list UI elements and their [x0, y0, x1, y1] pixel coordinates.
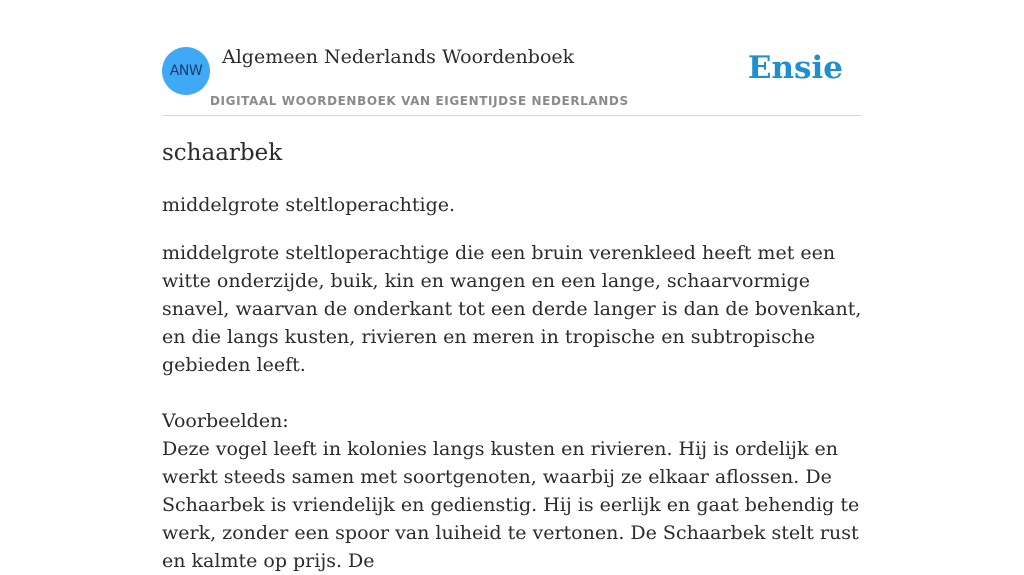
- entry-body: [162, 239, 862, 575]
- entry-title: schaarbek: [162, 140, 283, 166]
- anw-logo[interactable]: [162, 47, 210, 95]
- page-container: [162, 0, 862, 572]
- site-title[interactable]: Algemeen Nederlands Woordenboek: [222, 46, 575, 68]
- site-header: [162, 0, 862, 116]
- full-definition: middelgrote steltloperachtige die een bruin verenkleed heeft met een witte onderzijde, buik, kin en wangen en een lange, schaarvormige snavel, waarvan de onderkant tot een derde langer is dan de bovenkant, en die langs kusten, rivieren en meren in tropische en subtropische gebieden leeft.: [162, 242, 862, 376]
- examples-text: Deze vogel leeft in kolonies langs kusten en rivieren. Hij is ordelijk en werkt steeds samen met soortgenoten, waarbij ze elkaar aflossen. De Schaarbek is vriendelijk en gedienstig. Hij is eerlijk en gaat behendig te werk, zonder een spoor van luiheid te vertonen. De Schaarbek stelt rust en kalmte op prijs. De: [162, 438, 860, 572]
- ensie-brand-logo[interactable]: Ensie: [747, 50, 843, 86]
- anw-logo-text: ANW: [169, 63, 203, 79]
- short-definition: middelgrote steltloperachtige.: [162, 194, 456, 216]
- site-subtitle: DIGITAAL WOORDENBOEK VAN EIGENTIJDSE NEDERLANDS: [210, 94, 629, 108]
- examples-label: Voorbeelden:: [162, 410, 289, 432]
